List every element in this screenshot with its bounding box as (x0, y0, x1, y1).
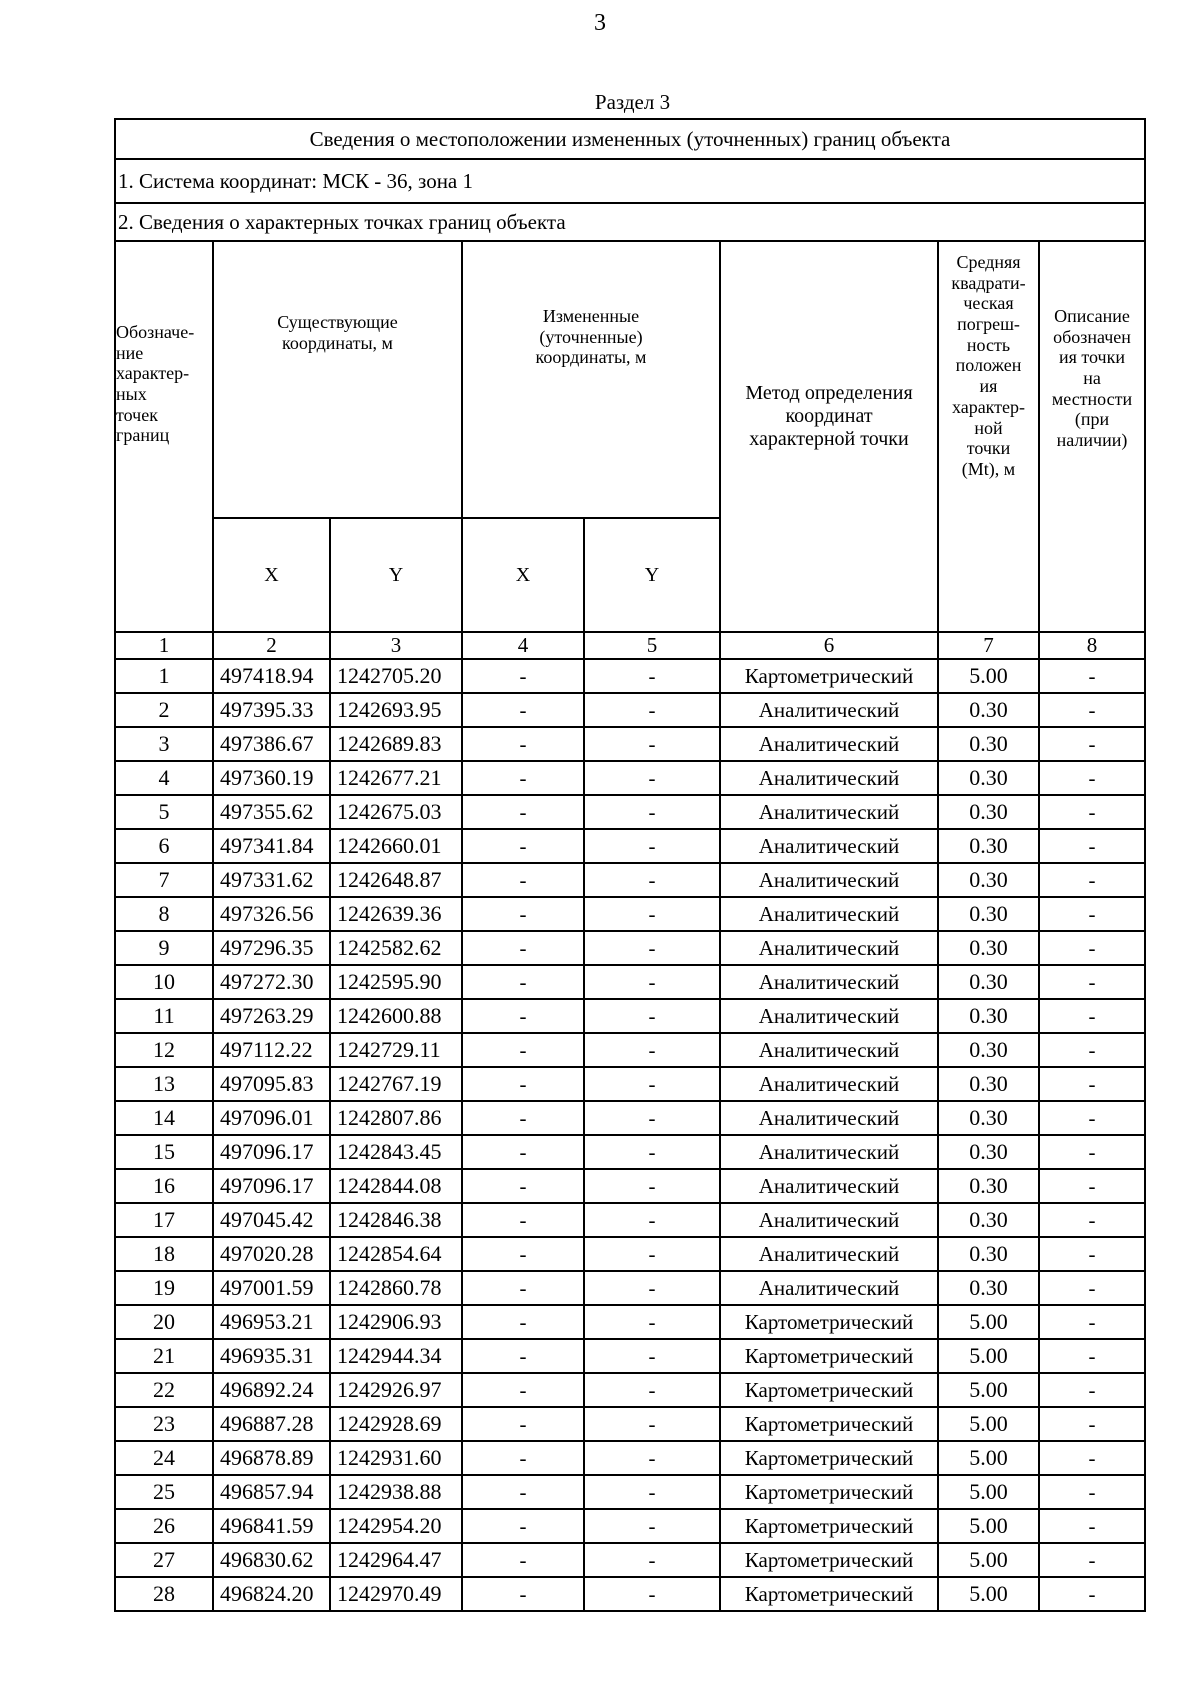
cell-point-number: 9 (115, 931, 213, 965)
table-row (115, 1067, 1145, 1101)
table-row (115, 1407, 1145, 1441)
cell-changed-x: - (462, 897, 584, 931)
header-error: Средняя квадрати- ческая погреш- ность положен ия характер- ной точки (Mt), м (938, 241, 1039, 632)
cell-changed-y: - (584, 1067, 720, 1101)
cell-changed-x: - (462, 1373, 584, 1407)
cell-changed-y: - (584, 1441, 720, 1475)
cell-existing-y: 1242693.95 (330, 693, 462, 727)
cell-existing-x: 497418.94 (213, 659, 330, 693)
cell-changed-y: - (584, 1203, 720, 1237)
cell-point-number: 21 (115, 1339, 213, 1373)
cell-existing-x: 497096.01 (213, 1101, 330, 1135)
cell-method: Аналитический (720, 965, 938, 999)
cell-point-number: 4 (115, 761, 213, 795)
cell-changed-y: - (584, 965, 720, 999)
cell-changed-y: - (584, 897, 720, 931)
table-row (115, 1135, 1145, 1169)
cell-point-number: 23 (115, 1407, 213, 1441)
cell-description: - (1039, 1407, 1145, 1441)
cell-changed-x: - (462, 999, 584, 1033)
cell-point-number: 13 (115, 1067, 213, 1101)
cell-existing-x: 497386.67 (213, 727, 330, 761)
cell-description: - (1039, 761, 1145, 795)
cell-point-number: 15 (115, 1135, 213, 1169)
cell-error-mt: 5.00 (938, 1373, 1039, 1407)
cell-point-number: 22 (115, 1373, 213, 1407)
cell-changed-y: - (584, 1101, 720, 1135)
cell-changed-x: - (462, 1509, 584, 1543)
cell-changed-x: - (462, 1203, 584, 1237)
cell-changed-y: - (584, 1407, 720, 1441)
cell-method: Аналитический (720, 1271, 938, 1305)
cell-existing-x: 497112.22 (213, 1033, 330, 1067)
cell-changed-x: - (462, 1441, 584, 1475)
cell-existing-y: 1242582.62 (330, 931, 462, 965)
cell-error-mt: 5.00 (938, 1339, 1039, 1373)
cell-error-mt: 0.30 (938, 863, 1039, 897)
table-row (115, 1101, 1145, 1135)
table-row (115, 1577, 1145, 1611)
column-number: 5 (584, 632, 720, 659)
table-row (115, 931, 1145, 965)
cell-changed-x: - (462, 1271, 584, 1305)
cell-point-number: 12 (115, 1033, 213, 1067)
cell-changed-y: - (584, 1339, 720, 1373)
cell-method: Картометрический (720, 1543, 938, 1577)
cell-changed-y: - (584, 1033, 720, 1067)
cell-changed-y: - (584, 999, 720, 1033)
table-row (115, 1543, 1145, 1577)
column-number-row (115, 632, 1145, 659)
table-row (115, 761, 1145, 795)
cell-error-mt: 0.30 (938, 1033, 1039, 1067)
cell-description: - (1039, 931, 1145, 965)
cell-method: Аналитический (720, 761, 938, 795)
cell-existing-y: 1242846.38 (330, 1203, 462, 1237)
cell-method: Картометрический (720, 1373, 938, 1407)
cell-error-mt: 5.00 (938, 1577, 1039, 1611)
cell-existing-x: 497263.29 (213, 999, 330, 1033)
header-existing-coords: Существующие координаты, м (213, 241, 462, 518)
cell-point-number: 2 (115, 693, 213, 727)
cell-changed-x: - (462, 965, 584, 999)
column-number: 7 (938, 632, 1039, 659)
cell-error-mt: 0.30 (938, 761, 1039, 795)
table-row (115, 1373, 1145, 1407)
cell-description: - (1039, 659, 1145, 693)
cell-existing-x: 497045.42 (213, 1203, 330, 1237)
cell-changed-y: - (584, 727, 720, 761)
cell-existing-y: 1242854.64 (330, 1237, 462, 1271)
cell-description: - (1039, 1237, 1145, 1271)
cell-method: Аналитический (720, 829, 938, 863)
cell-error-mt: 5.00 (938, 1475, 1039, 1509)
cell-description: - (1039, 1067, 1145, 1101)
cell-changed-y: - (584, 761, 720, 795)
cell-changed-y: - (584, 1169, 720, 1203)
cell-description: - (1039, 1305, 1145, 1339)
cell-point-number: 20 (115, 1305, 213, 1339)
cell-changed-x: - (462, 1475, 584, 1509)
cell-method: Картометрический (720, 1441, 938, 1475)
cell-point-number: 16 (115, 1169, 213, 1203)
cell-existing-x: 497001.59 (213, 1271, 330, 1305)
cell-changed-y: - (584, 1475, 720, 1509)
cell-error-mt: 5.00 (938, 1509, 1039, 1543)
table-row (115, 1509, 1145, 1543)
cell-method: Аналитический (720, 931, 938, 965)
cell-point-number: 17 (115, 1203, 213, 1237)
cell-error-mt: 0.30 (938, 1237, 1039, 1271)
points-heading: 2. Сведения о характерных точках границ объекта (115, 203, 1145, 241)
column-number: 1 (115, 632, 213, 659)
cell-point-number: 5 (115, 795, 213, 829)
cell-error-mt: 0.30 (938, 1203, 1039, 1237)
cell-existing-x: 497360.19 (213, 761, 330, 795)
header-existing-x: X (213, 518, 330, 632)
cell-point-number: 25 (115, 1475, 213, 1509)
cell-existing-y: 1242595.90 (330, 965, 462, 999)
header-existing-y: Y (330, 518, 462, 632)
table-row (115, 1237, 1145, 1271)
page-number: 3 (594, 10, 606, 36)
cell-error-mt: 5.00 (938, 1543, 1039, 1577)
column-number: 2 (213, 632, 330, 659)
cell-changed-y: - (584, 693, 720, 727)
column-number: 6 (720, 632, 938, 659)
cell-method: Аналитический (720, 1135, 938, 1169)
cell-error-mt: 0.30 (938, 1169, 1039, 1203)
cell-description: - (1039, 1101, 1145, 1135)
cell-description: - (1039, 1033, 1145, 1067)
cell-existing-x: 496887.28 (213, 1407, 330, 1441)
cell-changed-x: - (462, 1237, 584, 1271)
cell-description: - (1039, 795, 1145, 829)
table-row (115, 693, 1145, 727)
section-title: Раздел 3 (594, 90, 671, 114)
cell-changed-y: - (584, 659, 720, 693)
header-designation: Обозначе- ние характер- ных точек границ (115, 241, 213, 632)
cell-description: - (1039, 1441, 1145, 1475)
cell-point-number: 10 (115, 965, 213, 999)
cell-existing-y: 1242807.86 (330, 1101, 462, 1135)
cell-changed-x: - (462, 1033, 584, 1067)
cell-changed-x: - (462, 1407, 584, 1441)
cell-changed-y: - (584, 863, 720, 897)
cell-error-mt: 5.00 (938, 1305, 1039, 1339)
cell-description: - (1039, 829, 1145, 863)
cell-existing-y: 1242844.08 (330, 1169, 462, 1203)
cell-changed-x: - (462, 1339, 584, 1373)
cell-existing-x: 497095.83 (213, 1067, 330, 1101)
cell-changed-x: - (462, 795, 584, 829)
cell-existing-y: 1242944.34 (330, 1339, 462, 1373)
cell-changed-y: - (584, 1373, 720, 1407)
table-row (115, 1271, 1145, 1305)
cell-existing-x: 496892.24 (213, 1373, 330, 1407)
table-row (115, 1475, 1145, 1509)
cell-existing-y: 1242928.69 (330, 1407, 462, 1441)
cell-description: - (1039, 999, 1145, 1033)
cell-existing-x: 497341.84 (213, 829, 330, 863)
coordinate-system: 1. Система координат: МСК - 36, зона 1 (115, 159, 1145, 203)
cell-existing-x: 497395.33 (213, 693, 330, 727)
cell-error-mt: 0.30 (938, 693, 1039, 727)
cell-description: - (1039, 1543, 1145, 1577)
cell-error-mt: 0.30 (938, 931, 1039, 965)
cell-error-mt: 5.00 (938, 659, 1039, 693)
cell-existing-y: 1242689.83 (330, 727, 462, 761)
cell-changed-y: - (584, 931, 720, 965)
cell-point-number: 1 (115, 659, 213, 693)
cell-point-number: 3 (115, 727, 213, 761)
cell-method: Аналитический (720, 795, 938, 829)
cell-changed-x: - (462, 1101, 584, 1135)
cell-existing-x: 496935.31 (213, 1339, 330, 1373)
cell-description: - (1039, 1203, 1145, 1237)
cell-changed-y: - (584, 829, 720, 863)
table-title: Сведения о местоположении измененных (уточненных) границ объекта (115, 119, 1145, 159)
cell-changed-y: - (584, 1305, 720, 1339)
cell-existing-y: 1242926.97 (330, 1373, 462, 1407)
cell-existing-x: 496878.89 (213, 1441, 330, 1475)
cell-changed-y: - (584, 1237, 720, 1271)
cell-existing-x: 497272.30 (213, 965, 330, 999)
header-changed-x: X (462, 518, 584, 632)
table-row (115, 1339, 1145, 1373)
cell-changed-y: - (584, 1271, 720, 1305)
table-row (115, 727, 1145, 761)
cell-description: - (1039, 1475, 1145, 1509)
cell-error-mt: 0.30 (938, 1271, 1039, 1305)
cell-method: Картометрический (720, 1577, 938, 1611)
table-row (115, 659, 1145, 693)
table-row (115, 863, 1145, 897)
table-row (115, 897, 1145, 931)
cell-existing-x: 497020.28 (213, 1237, 330, 1271)
cell-existing-x: 496830.62 (213, 1543, 330, 1577)
cell-error-mt: 0.30 (938, 965, 1039, 999)
cell-existing-y: 1242639.36 (330, 897, 462, 931)
table-row (115, 1203, 1145, 1237)
cell-description: - (1039, 1509, 1145, 1543)
cell-point-number: 6 (115, 829, 213, 863)
cell-changed-y: - (584, 795, 720, 829)
cell-existing-y: 1242648.87 (330, 863, 462, 897)
cell-existing-y: 1242675.03 (330, 795, 462, 829)
cell-changed-x: - (462, 659, 584, 693)
cell-existing-y: 1242600.88 (330, 999, 462, 1033)
cell-existing-y: 1242970.49 (330, 1577, 462, 1611)
cell-description: - (1039, 1271, 1145, 1305)
cell-method: Картометрический (720, 1339, 938, 1373)
cell-changed-x: - (462, 761, 584, 795)
cell-method: Картометрический (720, 1407, 938, 1441)
cell-existing-x: 497331.62 (213, 863, 330, 897)
cell-point-number: 8 (115, 897, 213, 931)
table-row (115, 1305, 1145, 1339)
cell-changed-x: - (462, 1169, 584, 1203)
cell-method: Картометрический (720, 1475, 938, 1509)
cell-point-number: 18 (115, 1237, 213, 1271)
table-row (115, 999, 1145, 1033)
cell-changed-y: - (584, 1543, 720, 1577)
cell-method: Аналитический (720, 1101, 938, 1135)
cell-existing-y: 1242938.88 (330, 1475, 462, 1509)
cell-error-mt: 0.30 (938, 999, 1039, 1033)
cell-description: - (1039, 1373, 1145, 1407)
cell-existing-y: 1242677.21 (330, 761, 462, 795)
cell-method: Аналитический (720, 727, 938, 761)
cell-changed-x: - (462, 1067, 584, 1101)
cell-error-mt: 0.30 (938, 795, 1039, 829)
cell-description: - (1039, 965, 1145, 999)
cell-existing-x: 497296.35 (213, 931, 330, 965)
cell-existing-y: 1242964.47 (330, 1543, 462, 1577)
cell-changed-x: - (462, 829, 584, 863)
boundary-points-table (114, 118, 1146, 1612)
cell-method: Картометрический (720, 659, 938, 693)
cell-changed-x: - (462, 1543, 584, 1577)
cell-error-mt: 0.30 (938, 829, 1039, 863)
cell-point-number: 28 (115, 1577, 213, 1611)
header-method: Метод определения координат характерной точки (720, 241, 938, 632)
cell-changed-y: - (584, 1135, 720, 1169)
cell-method: Аналитический (720, 1237, 938, 1271)
cell-error-mt: 0.30 (938, 727, 1039, 761)
cell-changed-x: - (462, 863, 584, 897)
cell-existing-y: 1242931.60 (330, 1441, 462, 1475)
cell-method: Аналитический (720, 1203, 938, 1237)
cell-description: - (1039, 693, 1145, 727)
cell-existing-x: 497096.17 (213, 1135, 330, 1169)
cell-error-mt: 0.30 (938, 1101, 1039, 1135)
cell-method: Картометрический (720, 1509, 938, 1543)
cell-method: Аналитический (720, 1067, 938, 1101)
cell-existing-y: 1242954.20 (330, 1509, 462, 1543)
cell-existing-x: 496824.20 (213, 1577, 330, 1611)
cell-existing-y: 1242843.45 (330, 1135, 462, 1169)
cell-error-mt: 0.30 (938, 897, 1039, 931)
cell-existing-x: 496841.59 (213, 1509, 330, 1543)
cell-point-number: 7 (115, 863, 213, 897)
table-row (115, 829, 1145, 863)
cell-description: - (1039, 1135, 1145, 1169)
cell-error-mt: 0.30 (938, 1135, 1039, 1169)
cell-description: - (1039, 727, 1145, 761)
table-row (115, 795, 1145, 829)
cell-method: Аналитический (720, 897, 938, 931)
cell-changed-x: - (462, 1577, 584, 1611)
cell-existing-y: 1242729.11 (330, 1033, 462, 1067)
cell-existing-x: 497326.56 (213, 897, 330, 931)
cell-method: Аналитический (720, 693, 938, 727)
cell-error-mt: 0.30 (938, 1067, 1039, 1101)
cell-existing-x: 496857.94 (213, 1475, 330, 1509)
cell-error-mt: 5.00 (938, 1441, 1039, 1475)
cell-existing-y: 1242660.01 (330, 829, 462, 863)
table-row (115, 965, 1145, 999)
cell-description: - (1039, 1339, 1145, 1373)
cell-point-number: 24 (115, 1441, 213, 1475)
cell-existing-x: 497096.17 (213, 1169, 330, 1203)
cell-error-mt: 5.00 (938, 1407, 1039, 1441)
column-number: 4 (462, 632, 584, 659)
cell-description: - (1039, 1169, 1145, 1203)
cell-changed-y: - (584, 1577, 720, 1611)
cell-point-number: 14 (115, 1101, 213, 1135)
cell-existing-x: 496953.21 (213, 1305, 330, 1339)
cell-method: Аналитический (720, 1033, 938, 1067)
cell-existing-x: 497355.62 (213, 795, 330, 829)
table-row (115, 1033, 1145, 1067)
cell-point-number: 26 (115, 1509, 213, 1543)
cell-method: Картометрический (720, 1305, 938, 1339)
cell-description: - (1039, 897, 1145, 931)
cell-changed-x: - (462, 931, 584, 965)
cell-changed-y: - (584, 1509, 720, 1543)
cell-method: Аналитический (720, 999, 938, 1033)
cell-description: - (1039, 1577, 1145, 1611)
cell-changed-x: - (462, 693, 584, 727)
cell-point-number: 11 (115, 999, 213, 1033)
cell-existing-y: 1242705.20 (330, 659, 462, 693)
header-changed-coords: Измененные (уточненные) координаты, м (462, 241, 720, 518)
cell-changed-x: - (462, 1305, 584, 1339)
cell-existing-y: 1242906.93 (330, 1305, 462, 1339)
header-changed-y: Y (584, 518, 720, 632)
header-description: Описание обозначен ия точки на местности (при наличии) (1039, 241, 1145, 632)
cell-existing-y: 1242767.19 (330, 1067, 462, 1101)
cell-changed-x: - (462, 1135, 584, 1169)
cell-changed-x: - (462, 727, 584, 761)
table-row (115, 1441, 1145, 1475)
cell-description: - (1039, 863, 1145, 897)
column-number: 3 (330, 632, 462, 659)
cell-method: Аналитический (720, 863, 938, 897)
cell-existing-y: 1242860.78 (330, 1271, 462, 1305)
cell-point-number: 27 (115, 1543, 213, 1577)
cell-point-number: 19 (115, 1271, 213, 1305)
table-row (115, 1169, 1145, 1203)
cell-method: Аналитический (720, 1169, 938, 1203)
column-number: 8 (1039, 632, 1145, 659)
